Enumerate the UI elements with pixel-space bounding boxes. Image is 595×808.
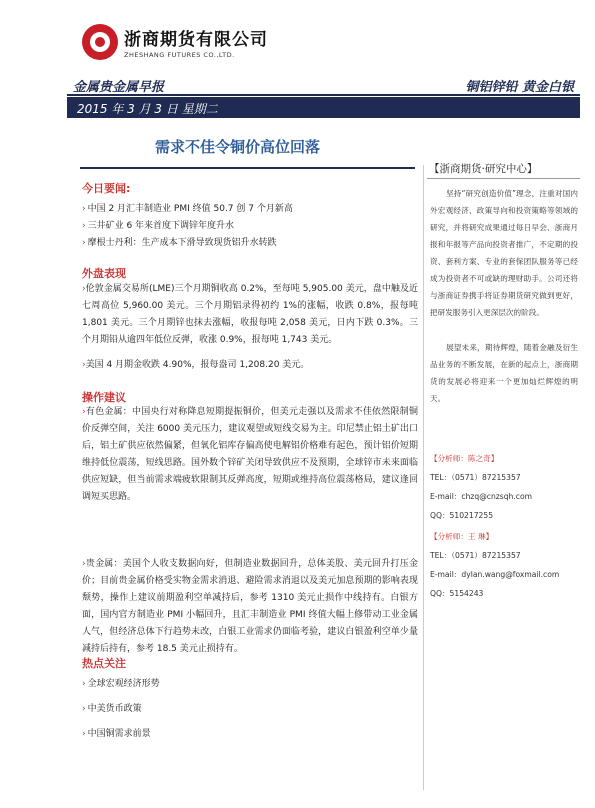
analyst-qq: QQ：510217255 <box>430 511 494 520</box>
report-header <box>67 74 580 96</box>
list-item: › 摩根士丹利：生产成本下滑导致现货铝升水转跌 <box>82 238 277 248</box>
advice-paragraph-2: ›贵金属：美国个人收支数据向好，但制造业数据回升，总体美股、美元回升打压金价；目前贵金属价格受实物金需求消退、避险需求消退以及美元加息预期的影响表现颓势，操作上建议前期盈利空单减持后，参考 1310 美元止损作中线持有。白银方面，国内官方制造业 PMI 小幅回升，且汇丰制造业 PMI 终值大幅上修带动工业金属人气，但经济总体下行趋势未改，白银工业需求仍面临考验，建议白银盈利空单少量减持后持有，参考 18.5 美元止损持有。 <box>82 559 418 654</box>
analyst-email[interactable]: E-mail：chzq@cnzsqh.com <box>430 492 532 501</box>
arrow-icon: › <box>82 704 86 714</box>
analyst-name: 【分析师：陈之奇】 <box>430 454 499 463</box>
section-today-heading: 今日要闻: <box>82 182 131 195</box>
title-divider <box>80 167 415 169</box>
sidebar-paragraph-1: 坚持“研究创造价值”理念，注重对国内外宏观经济、政策导向和投资策略等领域的研究，并将研究成果通过每日早会、浙商月报和年报等产品向投资者推广，不定期的投资、套利方案、专业的套保团队服务等已经成为投资者不可或缺的理财助手。公司还将与浙商证券携手将证券期货研究做到更好，把研发服务引入更深层次的阶段。 <box>430 189 578 317</box>
arrow-icon: › <box>82 407 86 417</box>
sidebar-divider <box>427 178 580 179</box>
report-type: 金属贵金属早报 <box>73 80 165 95</box>
company-logo <box>82 24 268 60</box>
sidebar-paragraph-2: 展望未来，期待辉煌，随着金融及衍生品业务的不断发展，在新的起点上，浙商期货的发展必将迎来一个更加灿烂辉煌的明天。 <box>430 343 578 403</box>
date-bar <box>67 97 580 118</box>
analyst-card-2 <box>430 527 559 603</box>
list-item: › 全球宏观经济形势 <box>82 679 160 689</box>
section-outer-heading: 外盘表现 <box>82 267 126 280</box>
sidebar-title: 【浙商期货·研究中心】 <box>429 163 538 175</box>
analyst-qq: QQ：5154243 <box>430 589 484 598</box>
logo-mark-icon <box>82 24 118 60</box>
list-item: › 中国 2 月汇丰制造业 PMI 终值 50.7 创 7 个月新高 <box>82 204 293 214</box>
section-hot-heading: 热点关注 <box>82 657 126 670</box>
arrow-icon: › <box>82 238 86 248</box>
arrow-icon: › <box>82 559 86 569</box>
analyst-name: 【分析师：王 琳】 <box>430 532 494 541</box>
arrow-icon: › <box>82 221 86 231</box>
list-item: › 中美货币政策 <box>82 704 142 714</box>
analyst-tel: TEL：（0571）87215357 <box>430 473 521 482</box>
report-metals: 铜铝锌铅 黄金白银 <box>465 80 574 95</box>
list-item: › 三井矿业 6 年来首度下调锌年度升水 <box>82 221 235 231</box>
analyst-card-1 <box>430 449 532 525</box>
page-title: 需求不佳令铜价高位回落 <box>155 138 321 156</box>
arrow-icon: › <box>82 284 86 294</box>
column-divider <box>423 165 424 790</box>
outer-paragraph-1: ›伦敦金属交易所(LME)三个月期铜收高 0.2%，至每吨 5,905.00 美元，盘中触及近七周高位 5,960.00 美元。三个月期铝录得初约 1%的涨幅，收跌 0.8%，报每吨 1,801 美元。三个月期锌也抹去涨幅，收报每吨 2,058 美元，日内下跌 0.3%。三个月期铅从逾四年低位反弹，收涨 0.9%，报每吨 1,743 美元。 <box>82 284 418 345</box>
company-name-en: ZHESHANG FUTURES CO.,LTD. <box>124 51 235 59</box>
arrow-icon: › <box>82 204 86 214</box>
arrow-icon: › <box>82 360 86 370</box>
analyst-email[interactable]: E-mail：dylan.wang@foxmail.com <box>430 570 560 579</box>
advice-paragraph-1: ›有色金属：中国央行对称降息短期提振铜价，但美元走强以及需求不佳依然限制铜价反弹空间，关注 6000 美元压力，建议观望或短线交易为主。印尼禁止铝土矿出口后，铝土矿供应依然偏紧，但氧化铝库存偏高使电解铝价格难有起色，预计铝价短期维持低位震荡，短线思路。国外数个锌矿关闭导致供应不及预期，全球锌市未来面临供应短缺，但当前需求端疲软限制其反弹高度，短期或维持高位震荡格局，建议逢回调短买思路。 <box>82 407 418 502</box>
arrow-icon: › <box>82 679 86 689</box>
list-item: › 中国铜需求前景 <box>82 729 151 739</box>
analyst-tel: TEL：（0571）87215357 <box>430 551 521 560</box>
arrow-icon: › <box>82 729 86 739</box>
report-date: 2015 年 3 月 3 日 星期二 <box>77 102 218 116</box>
outer-paragraph-2: ›美国 4 月期金收跌 4.90%，报每盎司 1,208.20 美元。 <box>82 360 310 370</box>
section-advice-heading: 操作建议 <box>82 391 126 404</box>
company-name-cn: 浙商期货有限公司 <box>124 30 268 50</box>
